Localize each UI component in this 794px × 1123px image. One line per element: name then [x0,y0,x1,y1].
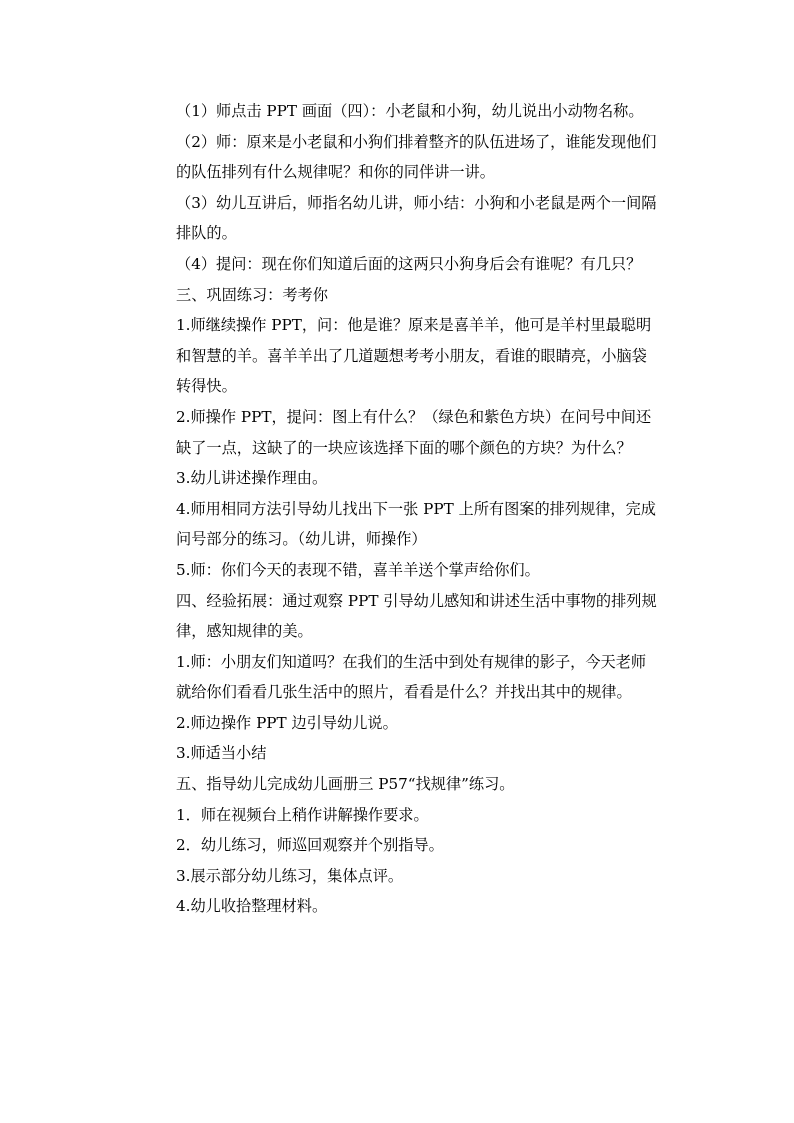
item-1-continuation: 和智慧的羊。喜羊羊出了几道题想考考小朋友，看谁的眼睛亮，小脑袋 [176,346,647,365]
item-2-ppt-question: 2.师操作 PPT，提问：图上有什么？（绿色和紫色方块）在问号中间还 [176,407,652,426]
section-5-heading: 五、指导幼儿完成幼儿画册三 P57“找规律”练习。 [176,775,515,794]
section-3-heading: 三、巩固练习：考考你 [176,285,328,304]
step-3-continuation: 排队的。 [176,224,237,243]
document-body [176,96,678,922]
section-4-item-1-continuation: 就给你们看看几张生活中的照片，看看是什么？并找出其中的规律。 [176,683,632,702]
section-5-item-3: 3.展示部分幼儿练习，集体点评。 [176,866,404,885]
item-1-xiyangyang: 1.师继续操作 PPT，问：他是谁？原来是喜羊羊，他可是羊村里最聪明 [176,316,652,335]
section-5-item-1: 1．师在视频台上稍作讲解操作要求。 [176,805,429,824]
step-2-continuation: 的队伍排列有什么规律呢？和你的同伴讲一讲。 [176,163,495,182]
section-4-heading: 四、经验拓展：通过观察 PPT 引导幼儿感知和讲述生活中事物的排列规 [176,591,657,610]
item-4-continuation: 问号部分的练习。（幼儿讲，师操作） [176,530,427,549]
step-1-click-ppt: （1）师点击 PPT 画面（四）：小老鼠和小狗，幼儿说出小动物名称。 [176,102,644,120]
section-5-item-2: 2．幼儿练习，师巡回观察并个别指导。 [176,836,444,855]
step-3-summary: （3）幼儿互讲后，师指名幼儿讲，师小结：小狗和小老鼠是两个一间隔 [176,193,657,212]
step-2-teacher-question: （2）师：原来是小老鼠和小狗们排着整齐的队伍进场了，谁能发现他们 [176,132,657,151]
step-4-question: （4）提问：现在你们知道后面的这两只小狗身后会有谁呢？有几只？ [176,254,642,273]
section-4-item-3: 3.师适当小结 [176,744,267,763]
section-4-item-1: 1.师：小朋友们知道吗？在我们的生活中到处有规律的影子，今天老师 [176,652,647,671]
item-3-reason: 3.幼儿讲述操作理由。 [176,469,328,488]
item-5-praise: 5.师：你们今天的表现不错，喜羊羊送个掌声给你们。 [176,560,540,579]
section-4-item-2: 2.师边操作 PPT 边引导幼儿说。 [176,713,398,732]
item-2-continuation: 缺了一点，这缺了的一块应该选择下面的哪个颜色的方块？为什么？ [176,438,632,457]
section-5-item-4: 4.幼儿收拾整理材料。 [176,897,328,916]
item-1-end: 转得快。 [176,377,237,396]
section-4-continuation: 律，感知规律的美。 [176,622,313,641]
item-4-method: 4.师用相同方法引导幼儿找出下一张 PPT 上所有图案的排列规律，完成 [176,499,656,518]
